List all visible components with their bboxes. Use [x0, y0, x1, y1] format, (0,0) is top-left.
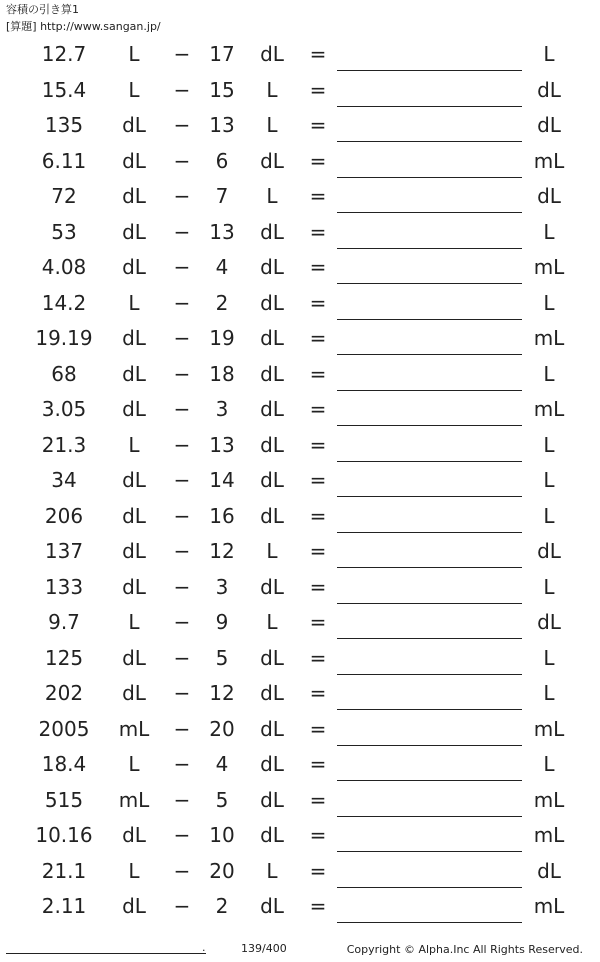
minus-sign: − [173, 290, 191, 315]
answer-blank[interactable] [337, 425, 522, 426]
subtrahend-value: 15 [209, 77, 235, 102]
minus-sign: − [173, 113, 191, 137]
problem-row [0, 713, 600, 749]
minuend-unit: dL [122, 148, 146, 173]
answer-blank[interactable] [337, 354, 522, 355]
answer-unit: mL [533, 255, 565, 279]
subtrahend-unit: dL [260, 823, 284, 847]
answer-blank[interactable] [337, 532, 522, 533]
minuend-unit: dL [122, 255, 146, 279]
minuend-unit: L [128, 610, 140, 634]
minuend-unit: dL [122, 645, 146, 670]
minuend-value: 53 [51, 219, 77, 244]
minuend-value: 21.3 [41, 432, 87, 457]
minuend-value: 135 [44, 113, 84, 137]
answer-unit: mL [533, 787, 565, 812]
minus-sign: − [173, 397, 191, 421]
answer-unit: L [543, 574, 555, 599]
equals-sign: = [309, 219, 327, 244]
minuend-unit: dL [122, 894, 146, 918]
subtrahend-value: 4 [215, 752, 229, 776]
answer-unit: dL [537, 77, 561, 102]
equals-sign: = [309, 681, 327, 705]
subtrahend-value: 4 [215, 255, 229, 279]
answer-blank[interactable] [337, 141, 522, 142]
answer-unit: L [543, 503, 555, 528]
subtrahend-unit: dL [260, 503, 284, 528]
problem-row [0, 464, 600, 500]
problem-row [0, 855, 600, 891]
equals-sign: = [309, 787, 327, 812]
problem-row [0, 109, 600, 145]
minus-sign: − [173, 42, 191, 66]
minuend-value: 6.11 [41, 148, 87, 173]
subtrahend-unit: L [266, 113, 278, 137]
problem-row [0, 358, 600, 394]
answer-blank[interactable] [337, 709, 522, 710]
answer-unit: L [543, 468, 555, 492]
score-dot: . [202, 941, 206, 954]
equals-sign: = [309, 610, 327, 634]
equals-sign: = [309, 255, 327, 279]
minus-sign: − [173, 468, 191, 492]
answer-blank[interactable] [337, 745, 522, 746]
answer-unit: L [543, 432, 555, 457]
minuend-unit: dL [122, 219, 146, 244]
answer-unit: L [543, 752, 555, 776]
minuend-unit: dL [122, 503, 146, 528]
minus-sign: − [173, 610, 191, 634]
minuend-unit: dL [122, 361, 146, 386]
answer-unit: dL [537, 184, 561, 208]
minus-sign: − [173, 326, 191, 350]
subtrahend-value: 6 [215, 148, 229, 173]
equals-sign: = [309, 539, 327, 563]
minuend-value: 206 [44, 503, 84, 528]
answer-blank[interactable] [337, 816, 522, 817]
minuend-value: 12.7 [41, 42, 87, 66]
answer-unit: L [543, 681, 555, 705]
problem-row [0, 500, 600, 536]
subtrahend-value: 20 [209, 716, 235, 741]
subtrahend-unit: L [266, 184, 278, 208]
answer-blank[interactable] [337, 674, 522, 675]
minus-sign: − [173, 716, 191, 741]
subtrahend-value: 12 [209, 681, 235, 705]
subtrahend-unit: dL [260, 361, 284, 386]
answer-unit: L [543, 42, 555, 66]
answer-blank[interactable] [337, 248, 522, 249]
minuend-unit: L [128, 42, 140, 66]
subtrahend-value: 3 [215, 574, 229, 599]
subtrahend-value: 2 [215, 894, 229, 918]
minuend-unit: dL [122, 184, 146, 208]
minuend-unit: dL [122, 681, 146, 705]
minuend-unit: L [128, 290, 140, 315]
minuend-value: 72 [51, 184, 77, 208]
minuend-unit: L [128, 858, 140, 883]
minuend-value: 9.7 [48, 610, 80, 634]
subtrahend-unit: dL [260, 326, 284, 350]
minuend-unit: dL [122, 468, 146, 492]
footer [0, 940, 600, 960]
answer-unit: dL [537, 610, 561, 634]
equals-sign: = [309, 468, 327, 492]
answer-unit: dL [537, 113, 561, 137]
answer-unit: mL [533, 716, 565, 741]
minus-sign: − [173, 681, 191, 705]
problem-row [0, 145, 600, 181]
answer-unit: mL [533, 894, 565, 918]
problem-row [0, 322, 600, 358]
answer-blank[interactable] [337, 567, 522, 568]
subtrahend-unit: dL [260, 787, 284, 812]
answer-unit: mL [533, 148, 565, 173]
subtrahend-value: 7 [215, 184, 229, 208]
minuend-value: 34 [51, 468, 77, 492]
answer-blank[interactable] [337, 496, 522, 497]
equals-sign: = [309, 113, 327, 137]
subtrahend-value: 16 [209, 503, 235, 528]
answer-unit: mL [533, 326, 565, 350]
equals-sign: = [309, 716, 327, 741]
minuend-value: 4.08 [41, 255, 87, 279]
subtrahend-unit: dL [260, 894, 284, 918]
minuend-unit: L [128, 77, 140, 102]
minus-sign: − [173, 787, 191, 812]
minus-sign: − [173, 752, 191, 776]
answer-blank[interactable] [337, 887, 522, 888]
subtrahend-value: 14 [209, 468, 235, 492]
equals-sign: = [309, 858, 327, 883]
subtrahend-value: 13 [209, 432, 235, 457]
problem-list [0, 38, 600, 926]
subtrahend-value: 13 [209, 219, 235, 244]
subtrahend-unit: dL [260, 219, 284, 244]
minuend-unit: mL [118, 716, 150, 741]
subtrahend-unit: dL [260, 752, 284, 776]
subtrahend-value: 13 [209, 113, 235, 137]
page-number: 139/400 [241, 942, 287, 955]
answer-unit: mL [533, 397, 565, 421]
minuend-value: 515 [44, 787, 84, 812]
minuend-value: 10.16 [35, 823, 93, 847]
subtrahend-unit: dL [260, 397, 284, 421]
subtrahend-value: 20 [209, 858, 235, 883]
minuend-unit: L [128, 752, 140, 776]
answer-blank[interactable] [337, 106, 522, 107]
subtrahend-unit: dL [260, 42, 284, 66]
equals-sign: = [309, 645, 327, 670]
equals-sign: = [309, 397, 327, 421]
subtrahend-unit: dL [260, 255, 284, 279]
minuend-value: 202 [44, 681, 84, 705]
subtrahend-unit: dL [260, 716, 284, 741]
subtrahend-value: 19 [209, 326, 235, 350]
problem-row [0, 677, 600, 713]
minus-sign: − [173, 539, 191, 563]
equals-sign: = [309, 326, 327, 350]
problem-row [0, 784, 600, 820]
equals-sign: = [309, 361, 327, 386]
subtrahend-unit: L [266, 77, 278, 102]
subtrahend-value: 12 [209, 539, 235, 563]
problem-row [0, 748, 600, 784]
equals-sign: = [309, 503, 327, 528]
minus-sign: − [173, 184, 191, 208]
minuend-unit: dL [122, 823, 146, 847]
answer-blank[interactable] [337, 390, 522, 391]
equals-sign: = [309, 42, 327, 66]
minuend-unit: dL [122, 113, 146, 137]
minuend-value: 14.2 [41, 290, 87, 315]
problem-row [0, 393, 600, 429]
equals-sign: = [309, 752, 327, 776]
minus-sign: − [173, 77, 191, 102]
subtrahend-unit: L [266, 858, 278, 883]
subtrahend-unit: L [266, 539, 278, 563]
answer-blank[interactable] [337, 212, 522, 213]
minuend-value: 68 [51, 361, 77, 386]
problem-row [0, 38, 600, 74]
equals-sign: = [309, 184, 327, 208]
subtrahend-unit: dL [260, 681, 284, 705]
answer-unit: L [543, 361, 555, 386]
answer-blank[interactable] [337, 283, 522, 284]
minuend-unit: mL [118, 787, 150, 812]
subtrahend-unit: dL [260, 148, 284, 173]
subtrahend-unit: dL [260, 574, 284, 599]
answer-blank[interactable] [337, 319, 522, 320]
minuend-value: 15.4 [41, 77, 87, 102]
subtrahend-value: 2 [215, 290, 229, 315]
subtrahend-unit: L [266, 610, 278, 634]
minus-sign: − [173, 574, 191, 599]
answer-unit: dL [537, 539, 561, 563]
problem-row [0, 216, 600, 252]
minus-sign: − [173, 219, 191, 244]
answer-blank[interactable] [337, 461, 522, 462]
minus-sign: − [173, 645, 191, 670]
answer-blank[interactable] [337, 780, 522, 781]
equals-sign: = [309, 77, 327, 102]
minus-sign: − [173, 148, 191, 173]
minuend-value: 3.05 [41, 397, 87, 421]
minus-sign: − [173, 432, 191, 457]
minuend-value: 2005 [38, 716, 90, 741]
equals-sign: = [309, 574, 327, 599]
subtrahend-unit: dL [260, 645, 284, 670]
answer-blank[interactable] [337, 70, 522, 71]
answer-blank[interactable] [337, 603, 522, 604]
score-line[interactable] [6, 953, 206, 954]
problem-row [0, 571, 600, 607]
answer-blank[interactable] [337, 177, 522, 178]
minus-sign: − [173, 361, 191, 386]
minus-sign: − [173, 894, 191, 918]
problem-row [0, 74, 600, 110]
problem-row [0, 287, 600, 323]
answer-unit: L [543, 645, 555, 670]
minuend-unit: L [128, 432, 140, 457]
copyright: Copyright © Alpha.Inc All Rights Reserved. [346, 943, 583, 956]
minus-sign: − [173, 255, 191, 279]
subtrahend-value: 17 [209, 42, 235, 66]
worksheet-title: 容積の引き算1 [6, 3, 79, 16]
subtrahend-value: 5 [215, 645, 229, 670]
answer-unit: L [543, 290, 555, 315]
minuend-value: 133 [44, 574, 84, 599]
minuend-value: 137 [44, 539, 84, 563]
subtrahend-value: 18 [209, 361, 235, 386]
problem-row [0, 890, 600, 926]
answer-unit: L [543, 219, 555, 244]
minus-sign: − [173, 503, 191, 528]
problem-row [0, 251, 600, 287]
minus-sign: − [173, 858, 191, 883]
minuend-value: 21.1 [41, 858, 87, 883]
problem-row [0, 180, 600, 216]
problem-row [0, 535, 600, 571]
answer-blank[interactable] [337, 851, 522, 852]
problem-row [0, 819, 600, 855]
minuend-unit: dL [122, 397, 146, 421]
answer-blank[interactable] [337, 638, 522, 639]
minus-sign: − [173, 823, 191, 847]
equals-sign: = [309, 432, 327, 457]
subtrahend-unit: dL [260, 290, 284, 315]
equals-sign: = [309, 894, 327, 918]
minuend-unit: dL [122, 326, 146, 350]
minuend-value: 2.11 [41, 894, 87, 918]
problem-row [0, 606, 600, 642]
source-url: [算題] http://www.sangan.jp/ [6, 20, 161, 33]
minuend-unit: dL [122, 574, 146, 599]
answer-blank[interactable] [337, 922, 522, 923]
answer-unit: mL [533, 823, 565, 847]
subtrahend-value: 3 [215, 397, 229, 421]
minuend-value: 19.19 [35, 326, 93, 350]
subtrahend-value: 5 [215, 787, 229, 812]
equals-sign: = [309, 148, 327, 173]
equals-sign: = [309, 823, 327, 847]
subtrahend-value: 10 [209, 823, 235, 847]
subtrahend-unit: dL [260, 468, 284, 492]
equals-sign: = [309, 290, 327, 315]
subtrahend-value: 9 [215, 610, 229, 634]
minuend-unit: dL [122, 539, 146, 563]
minuend-value: 125 [44, 645, 84, 670]
subtrahend-unit: dL [260, 432, 284, 457]
minuend-value: 18.4 [41, 752, 87, 776]
problem-row [0, 642, 600, 678]
problem-row [0, 429, 600, 465]
answer-unit: dL [537, 858, 561, 883]
